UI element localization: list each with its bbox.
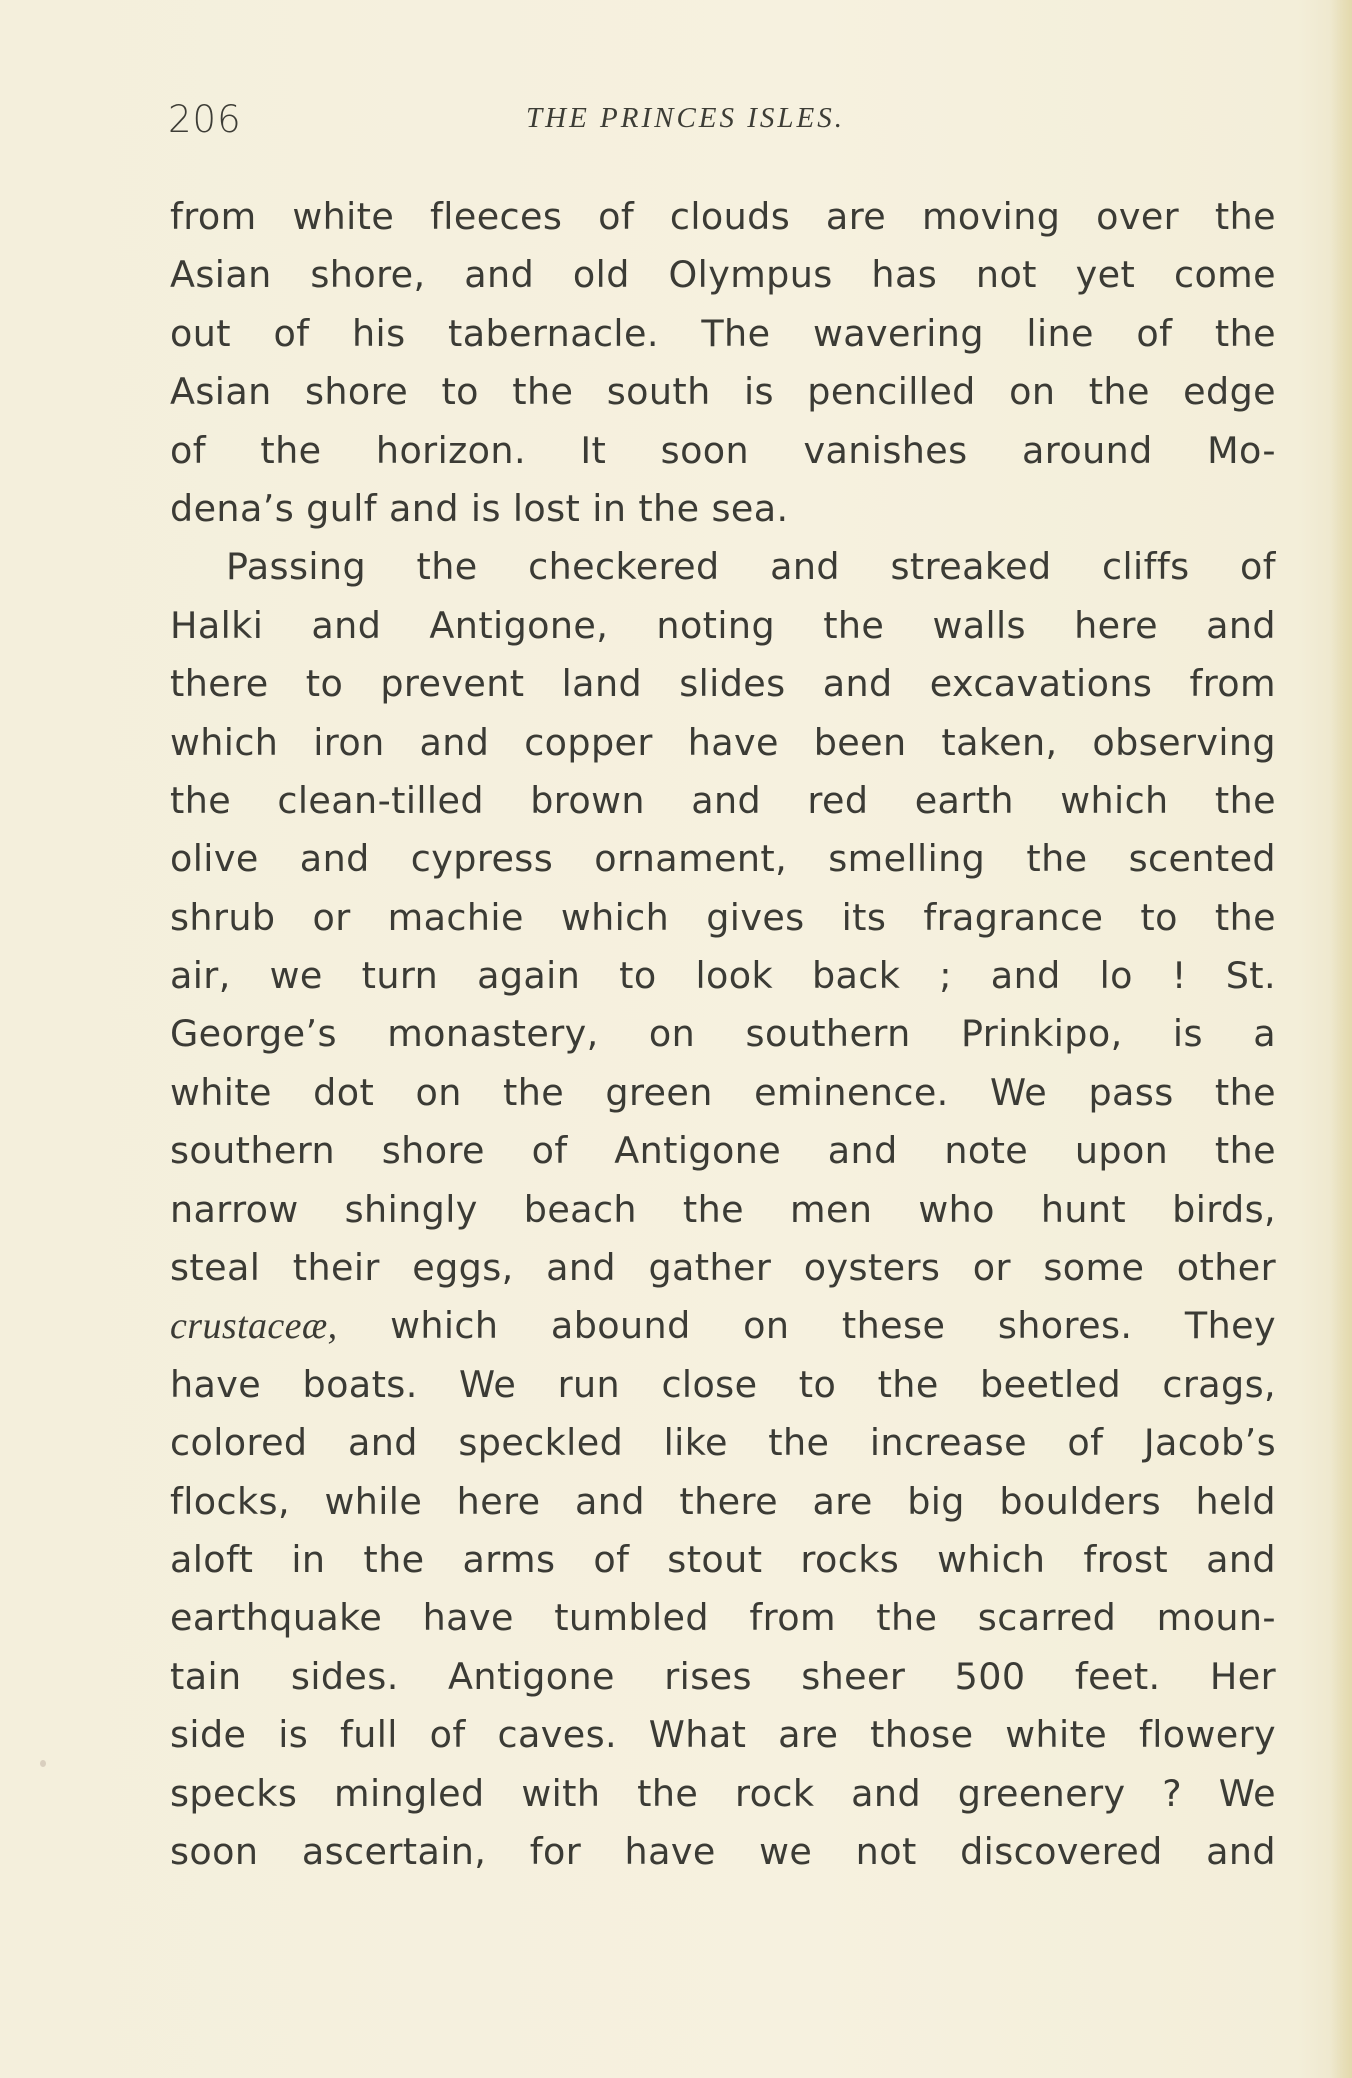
paper-speck [40, 1760, 46, 1767]
text-line: there to prevent land slides and excavations from [170, 662, 1276, 706]
text-line: of the horizon. It soon vanishes around Mo- [170, 428, 1276, 472]
text-line: Passing the checkered and streaked cliffs of [226, 545, 1276, 589]
text-line: olive and cypress ornament, smelling the scented [170, 837, 1276, 881]
text-line: narrow shingly beach the men who hunt birds, [170, 1187, 1276, 1231]
text-line: aloft in the arms of stout rocks which frost and [170, 1537, 1276, 1581]
text-line: flocks, while here and there are big boulders held [170, 1479, 1276, 1523]
page-header [168, 98, 1268, 148]
text-line: steal their eggs, and gather oysters or some other [170, 1246, 1276, 1290]
text-line: have boats. We run close to the beetled crags, [170, 1362, 1276, 1406]
text-line: which iron and copper have been taken, observing [170, 720, 1276, 764]
text-line: the clean-tilled brown and red earth which the [170, 778, 1276, 822]
italic-word: crustaceæ, [170, 1305, 338, 1348]
text-line: white dot on the green eminence. We pass the [170, 1070, 1276, 1114]
text-line: soon ascertain, for have we not discovered and [170, 1829, 1276, 1873]
page-number: 206 [168, 98, 242, 141]
text-line: dena’s gulf and is lost in the sea. [170, 486, 789, 530]
text-line: specks mingled with the rock and greenery ? We [170, 1771, 1276, 1815]
text-line: Asian shore to the south is pencilled on the edge [170, 370, 1276, 414]
text-line-italic [170, 1297, 1276, 1355]
text-line: Asian shore, and old Olympus has not yet come [170, 253, 1276, 297]
text-line: southern shore of Antigone and note upon the [170, 1129, 1276, 1173]
text-line: side is full of caves. What are those white flowery [170, 1713, 1276, 1757]
text-line: tain sides. Antigone rises sheer 500 feet. Her [170, 1654, 1276, 1698]
text-line: earthquake have tumbled from the scarred moun- [170, 1596, 1276, 1640]
text-line-rest: which abound on these shores. They [390, 1304, 1276, 1348]
body-text [170, 188, 1276, 1881]
text-line: George’s monastery, on southern Prinkipo, is a [170, 1012, 1276, 1056]
text-line: air, we turn again to look back ; and lo ! St. [170, 954, 1276, 998]
text-line: out of his tabernacle. The wavering line of the [170, 311, 1276, 355]
text-line: from white fleeces of clouds are moving over the [170, 195, 1276, 238]
running-title: THE PRINCES ISLES. [526, 102, 846, 134]
text-line: shrub or machie which gives its fragrance to the [170, 895, 1276, 939]
text-line: colored and speckled like the increase of Jacob’s [170, 1421, 1276, 1465]
page-edge-shadow [1330, 0, 1352, 2078]
text-line: Halki and Antigone, noting the walls here and [170, 603, 1276, 647]
